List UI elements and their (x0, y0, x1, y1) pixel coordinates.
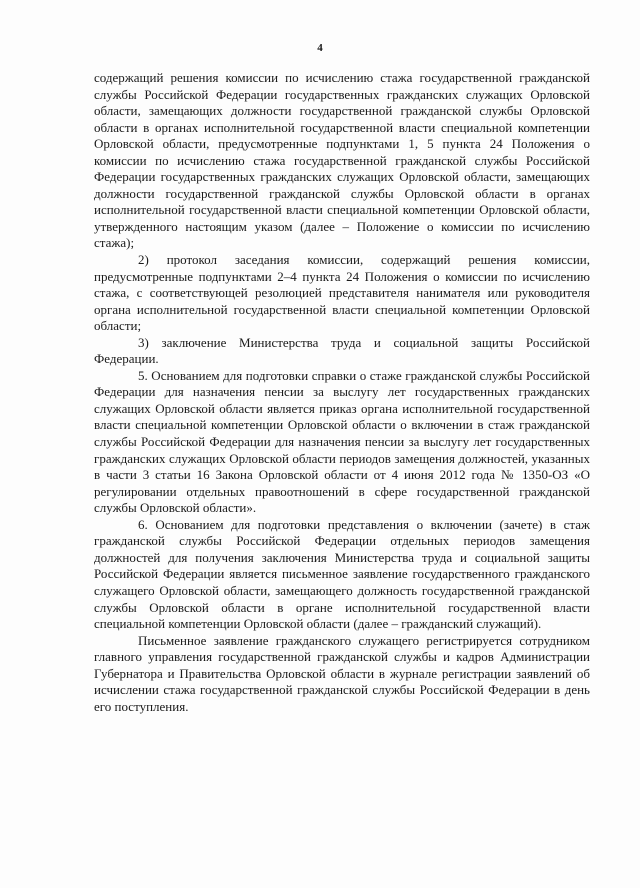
paragraph-clause-6: 6. Основанием для подготовки представления о включении (зачете) в стаж гражданской службы Российской Федерации отдельных периодов замещения должностей для получения заключения Министерства труда и социальной защиты Российской Федерации является письменное заявление государственного гражданского служащего Орловской области, замещающего должность государственной гражданской службы Орловской области в органе исполнительной государственной власти специальной компетенции Орловской области (далее – гражданский служащий). (94, 516, 590, 632)
paragraph-continuation: содержащий решения комиссии по исчислению стажа государственной гражданской службы Российской Федерации государственных гражданских служащих Орловской области, замещающих должности государственной гражданской службы Орловской области в органах исполнительной государственной власти специальной компетенции Орловской области, предусмотренные подпунктами 1, 5 пункта 24 Положения о комиссии по исчислению стажа государственной гражданской службы Российской Федерации государственных гражданских служащих Орловской области, замещающих должности государственной гражданской службы Орловской области в органах исполнительной государственной власти специальной компетенции Орловской области, утвержденного настоящим указом (далее – Положение о комиссии по исчислению стажа); (94, 70, 590, 251)
paragraph-clause-5: 5. Основанием для подготовки справки о стаже гражданской службы Российской Федерации для назначения пенсии за выслугу лет государственных гражданских служащих Орловской области является приказ органа исполнительной государственной власти специальной компетенции Орловской области о включении в стаж гражданской службы Российской Федерации для назначения пенсии за выслугу лет государственных гражданских служащих Орловской области периодов замещения должностей, указанных в части 3 статьи 16 Закона Орловской области от 4 июня 2012 года № 1350-ОЗ «О регулировании отдельных правоотношений в сфере государственной гражданской службы Орловской области». (94, 367, 590, 516)
paragraph-item-3: 3) заключение Министерства труда и социальной защиты Российской Федерации. (94, 334, 590, 367)
body-text (94, 70, 590, 715)
paragraph-item-2: 2) протокол заседания комиссии, содержащий решения комиссии, предусмотренные подпунктами 2–4 пункта 24 Положения о комиссии по исчислению стажа, с соответствующей резолюцией представителя нанимателя или руководителя органа исполнительной государственной власти специальной компетенции Орловской области; (94, 252, 590, 334)
page-number: 4 (317, 42, 323, 54)
paragraph-registration: Письменное заявление гражданского служащего регистрируется сотрудником главного управления государственной гражданской службы и кадров Администрации Губернатора и Правительства Орловской области в журнале регистрации заявлений об исчислении стажа государственной гражданской службы Российской Федерации в день его поступления. (94, 632, 590, 714)
